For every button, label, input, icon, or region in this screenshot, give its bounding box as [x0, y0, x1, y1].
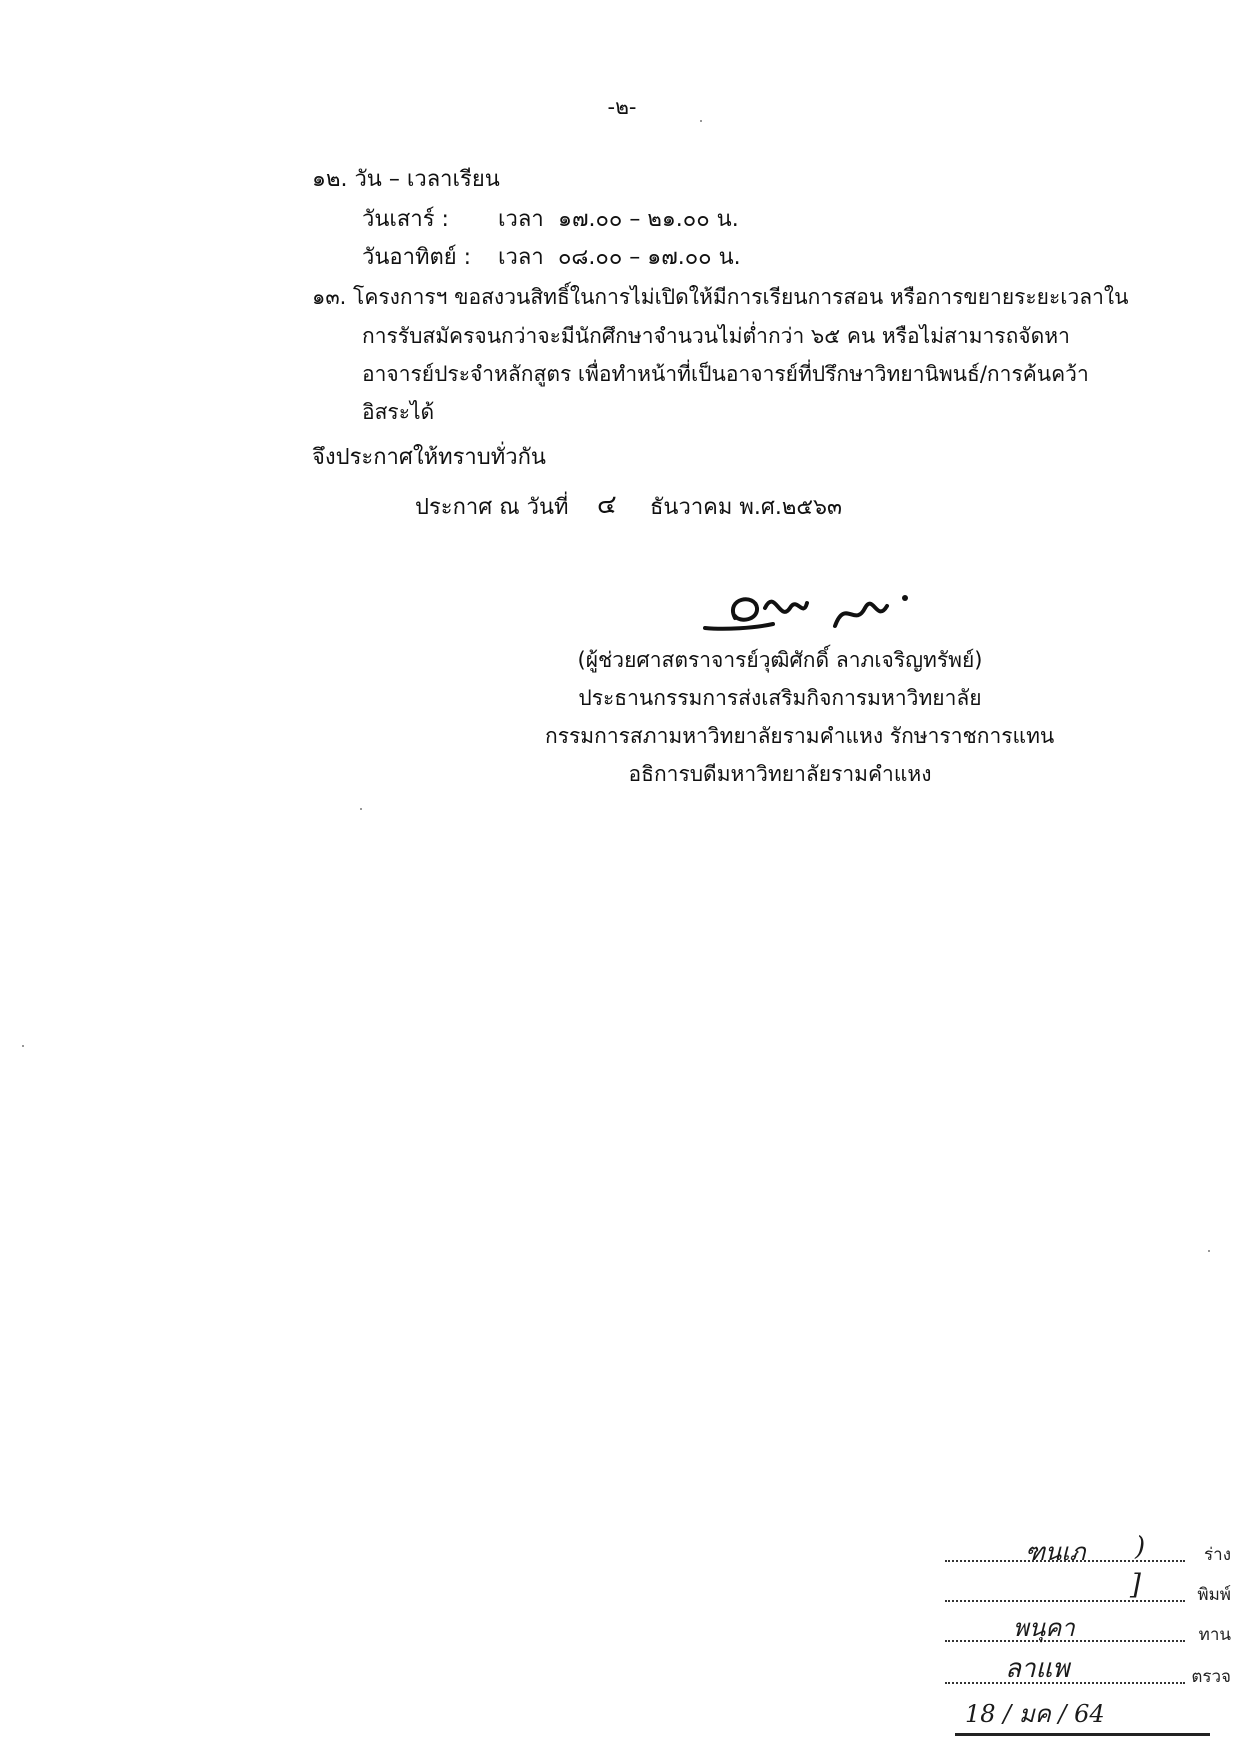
item-13-line: การรับสมัครจนกว่าจะมีนักศึกษาจำนวนไม่ต่ำกว่า ๖๕ คน หรือไม่สามารถจัดหา — [362, 324, 1070, 348]
stamp-row-type — [935, 1568, 1235, 1608]
handwritten-initials: พนุคา — [1013, 1614, 1075, 1642]
saturday-time: ๑๗.๐๐ – ๒๑.๐๐ น. — [558, 207, 739, 232]
item-13-line: อิสระได้ — [362, 400, 435, 424]
scan-speck — [360, 808, 362, 810]
signatory-title-line: กรรมการสภามหาวิทยาลัยรามคำแหง รักษาราชการแทน — [545, 724, 1055, 748]
closing-text: จึงประกาศให้ทราบทั่วกัน — [312, 445, 546, 470]
item-12-heading: ๑๒. วัน – เวลาเรียน — [312, 167, 500, 192]
stamp-label: ร่าง — [1204, 1545, 1231, 1565]
stamp-row-check — [935, 1654, 1235, 1690]
routing-stamp — [935, 1528, 1235, 1733]
signatory-block — [545, 645, 1015, 675]
handwritten-initials: ฑนเภ — [1025, 1538, 1086, 1566]
saturday-label: วันเสาร์ : — [362, 207, 449, 232]
signatory-title — [545, 721, 1055, 751]
signatory-title-line: อธิการบดีมหาวิทยาลัยรามคำแหง — [628, 762, 932, 786]
sunday-label: วันอาทิตย์ : — [362, 245, 472, 270]
handwritten-initials: ลาแพ — [1005, 1654, 1070, 1684]
announcement-date-prefix: ประกาศ ณ วันที่ — [415, 495, 569, 520]
stamp-date-row — [935, 1698, 1235, 1728]
signatory-name: (ผู้ช่วยศาสตราจารย์วุฒิศักดิ์ ลาภเจริญทรัพย์) — [577, 648, 983, 672]
sunday-time-label: เวลา — [498, 245, 544, 270]
signatory-title-line: ประธานกรรมการส่งเสริมกิจการมหาวิทยาลัย — [578, 686, 982, 710]
scan-speck — [22, 1045, 24, 1047]
stamp-label: ทาน — [1198, 1625, 1231, 1645]
handwritten-mark: ] — [1130, 1568, 1141, 1601]
stamp-row-draft — [935, 1532, 1235, 1568]
signatory-title — [545, 683, 1015, 713]
handwritten-mark: ) — [1135, 1532, 1146, 1562]
stamp-label: พิมพ์ — [1197, 1585, 1231, 1605]
item-13-line: ๑๓. โครงการฯ ขอสงวนสิทธิ์ในการไม่เปิดให้มีการเรียนการสอน หรือการขยายระยะเวลาใน — [312, 285, 1129, 309]
handwritten-date: 18 / มค / 64 — [955, 1694, 1210, 1736]
announcement-date-month-year: ธันวาคม พ.ศ.๒๕๖๓ — [650, 495, 842, 520]
stamp-row-review — [935, 1614, 1235, 1648]
sunday-time: ๐๘.๐๐ – ๑๗.๐๐ น. — [558, 245, 741, 270]
scan-speck — [1208, 1250, 1210, 1252]
page-number: -๒- — [607, 95, 637, 119]
stamp-label: ตรวจ — [1191, 1667, 1231, 1687]
signatory-title — [545, 759, 1015, 789]
announcement-date-day: ๔ — [597, 490, 617, 520]
scan-speck — [700, 120, 702, 122]
saturday-time-label: เวลา — [498, 207, 544, 232]
item-13-line: อาจารย์ประจำหลักสูตร เพื่อทำหน้าที่เป็นอาจารย์ที่ปรึกษาวิทยานิพนธ์/การค้นคว้า — [362, 362, 1089, 386]
